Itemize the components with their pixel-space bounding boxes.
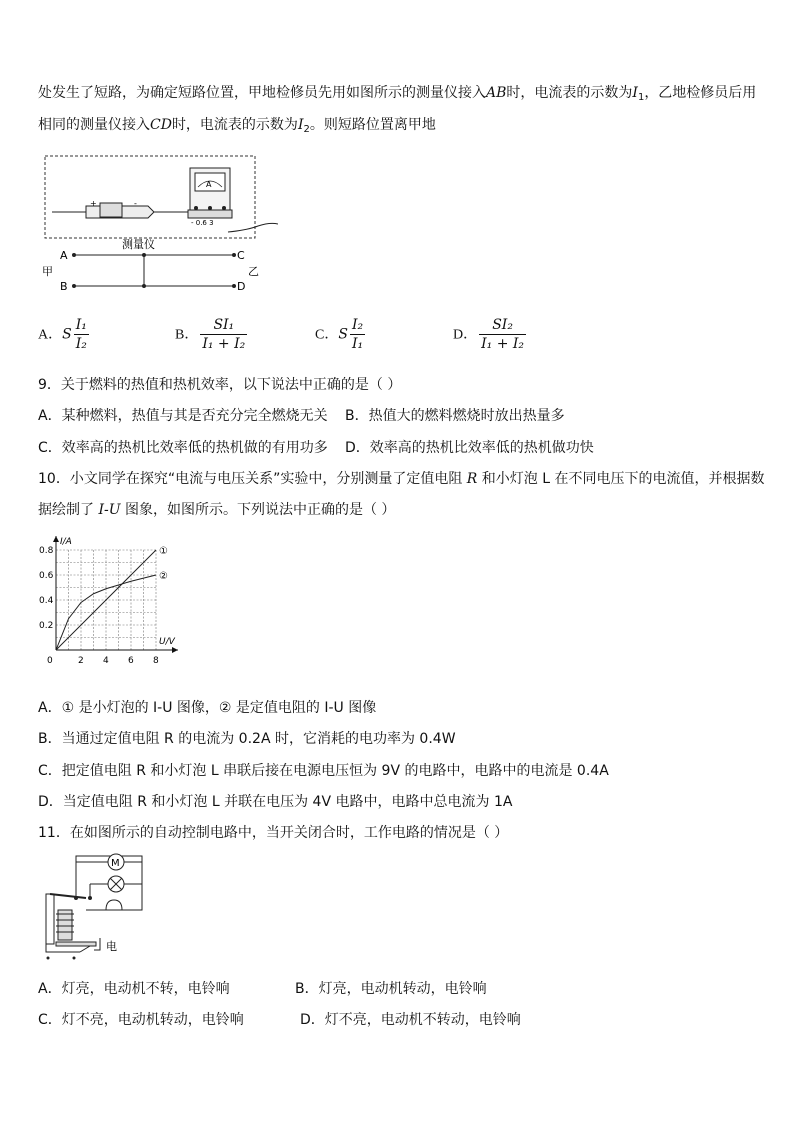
fraction-numerator: SI₂: [479, 317, 526, 335]
svg-text:+: +: [90, 199, 97, 208]
q8-line2-part3: 。则短路位置离甲地: [309, 117, 436, 133]
option-fraction: [74, 317, 89, 352]
x-axis-label: U/V: [159, 637, 175, 647]
q8-option-d[interactable]: [453, 317, 526, 352]
q8-line1-part3: ，乙地检修员后用: [644, 85, 757, 101]
q9-option-b[interactable]: B．热值大的燃料燃烧时放出热量多: [345, 408, 565, 424]
q8-line2-part2: 时，电流表的示数为: [171, 117, 298, 133]
resistor-symbol: R: [466, 471, 478, 487]
q8-option-c[interactable]: [315, 317, 365, 352]
x-tick-label: 2: [78, 656, 84, 666]
current-subscript: 2: [303, 124, 310, 135]
q11-stem: 11．在如图所示的自动控制电路中，当开关闭合时，工作电路的情况是（ ）: [38, 825, 509, 841]
segment-cd: CD: [150, 117, 172, 133]
q10-option-a[interactable]: A．① 是小灯泡的 I-U 图像，② 是定值电阻的 I-U 图像: [38, 700, 377, 716]
junction-bottom: [142, 284, 146, 288]
q8-text-line1: [38, 82, 756, 103]
label-b: B: [60, 280, 68, 293]
option-fraction: [479, 317, 526, 352]
q9-stem: 9．关于燃料的热值和热机效率，以下说法中正确的是（ ）: [38, 377, 402, 393]
q10-option-d[interactable]: D．当定值电阻 R 和小灯泡 L 并联在电压为 4V 电路中，电路中总电流为 1A: [38, 794, 513, 810]
option-label: B．: [175, 327, 199, 343]
q10-line1-part1: 10．小文同学在探究“电流与电压关系”实验中，分别测量了定值电阻: [38, 471, 463, 487]
fraction-numerator: I₂: [351, 317, 364, 333]
label-jia: 甲: [42, 265, 53, 278]
q9-option-c[interactable]: C．效率高的热机比效率低的热机做的有用功多: [38, 440, 328, 456]
q8-option-a[interactable]: [38, 317, 89, 352]
fraction-denominator: I₁ + I₂: [481, 336, 525, 352]
relay-control-circuit-figure: [38, 850, 158, 960]
switch-icon: [80, 946, 90, 952]
svg-text:A: A: [206, 180, 212, 189]
relay-icon: [46, 894, 96, 946]
power-source-label: 电: [106, 940, 117, 953]
battery-icon: [86, 199, 154, 218]
q10-option-c[interactable]: C．把定值电阻 R 和小灯泡 L 串联后接在电源电压恒为 9V 的电路中，电路中的电流是 0.4A: [38, 763, 609, 779]
bell-icon: [100, 900, 128, 910]
junction-top: [142, 253, 146, 257]
meter-lead: [228, 223, 278, 232]
option-prefix: S: [338, 326, 348, 343]
q8-line1-part2: 时，电流表的示数为: [506, 85, 633, 101]
segment-ab: AB: [486, 85, 507, 101]
option-fraction: [200, 317, 247, 352]
fraction-numerator: SI₁: [200, 317, 247, 335]
terminal-dot: [73, 957, 76, 960]
svg-text:-: -: [134, 199, 137, 208]
q10-line2-part2: 图象，如图所示。下列说法中正确的是（ ）: [124, 502, 396, 518]
x-tick-label: 4: [103, 656, 109, 666]
measuring-device-circuit-figure: [38, 150, 278, 300]
q10-stem-line1: [38, 468, 764, 488]
q11-option-c[interactable]: C．灯不亮，电动机转动，电铃响: [38, 1012, 244, 1028]
q11-option-b[interactable]: B．灯亮，电动机转动，电铃响: [295, 981, 487, 997]
q10-line1-part2: 和小灯泡 L 在不同电压下的电流值，并根据数: [481, 471, 765, 487]
y-axis-arrow: [53, 536, 59, 542]
option-prefix: S: [62, 326, 72, 343]
meter-scale-label: - 0.6 3: [191, 219, 214, 227]
q8-line2-part1: 相同的测量仪接入: [38, 117, 150, 133]
y-tick-label: 0.4: [39, 596, 54, 606]
iu-graph: [38, 530, 188, 670]
x-tick-label: 6: [128, 656, 134, 666]
label-c: C: [237, 249, 245, 262]
iu-symbol: I-U: [98, 502, 121, 518]
fraction-denominator: I₂: [75, 336, 87, 352]
y-tick-label: 0.2: [39, 621, 54, 631]
y-tick-label: 0.6: [39, 571, 54, 581]
fraction-denominator: I₁ + I₂: [202, 336, 246, 352]
label-yi: 乙: [248, 265, 259, 278]
q8-line1-part1: 处发生了短路，为确定短路位置，甲地检修员先用如图所示的测量仪接入: [38, 85, 486, 101]
option-label: A．: [38, 327, 63, 343]
fraction-numerator: I₁: [75, 317, 87, 333]
q9-option-a[interactable]: A．某种燃料，热值与其是否充分完全燃烧无关: [38, 408, 328, 424]
current-symbol: I: [297, 117, 304, 133]
option-fraction: [350, 317, 365, 352]
q9-option-d[interactable]: D．效率高的热机比效率低的热机做功快: [345, 440, 594, 456]
q10-stem-line2: [38, 499, 395, 519]
q10-line2-part1: 据绘制了: [38, 502, 94, 518]
series-label-1: ①: [159, 546, 168, 557]
option-label: D．: [453, 327, 478, 343]
lamp-icon: [108, 876, 124, 892]
motor-icon: [108, 854, 124, 870]
terminal-d: [232, 284, 236, 288]
q11-option-d[interactable]: D．灯不亮，电动机不转动，电铃响: [300, 1012, 521, 1028]
label-d: D: [237, 280, 246, 293]
option-label: C．: [315, 327, 339, 343]
series-label-2: ②: [159, 571, 168, 582]
terminal-a: [72, 253, 76, 257]
q8-option-b[interactable]: [175, 317, 247, 352]
x-tick-label: 8: [153, 656, 159, 666]
y-axis-label: I/A: [60, 537, 72, 547]
x-tick-label: 0: [47, 656, 53, 666]
terminal-dot: [47, 957, 50, 960]
q10-option-b[interactable]: B．当通过定值电阻 R 的电流为 0.2A 时，它消耗的电功率为 0.4W: [38, 731, 456, 747]
current-symbol: I: [632, 85, 638, 101]
fraction-denominator: I₁: [351, 336, 364, 352]
y-tick-label: 0.8: [39, 546, 54, 556]
device-label: 测量仪: [122, 238, 155, 251]
x-axis-arrow: [172, 647, 178, 653]
label-a: A: [60, 249, 68, 262]
current-subscript: 1: [637, 92, 645, 103]
terminal-b: [72, 284, 76, 288]
q11-option-a[interactable]: A．灯亮，电动机不转，电铃响: [38, 981, 230, 997]
q8-text-line2: [38, 114, 436, 135]
ammeter-icon: [188, 168, 232, 227]
terminal-c: [232, 253, 236, 257]
motor-label: M: [111, 858, 120, 869]
